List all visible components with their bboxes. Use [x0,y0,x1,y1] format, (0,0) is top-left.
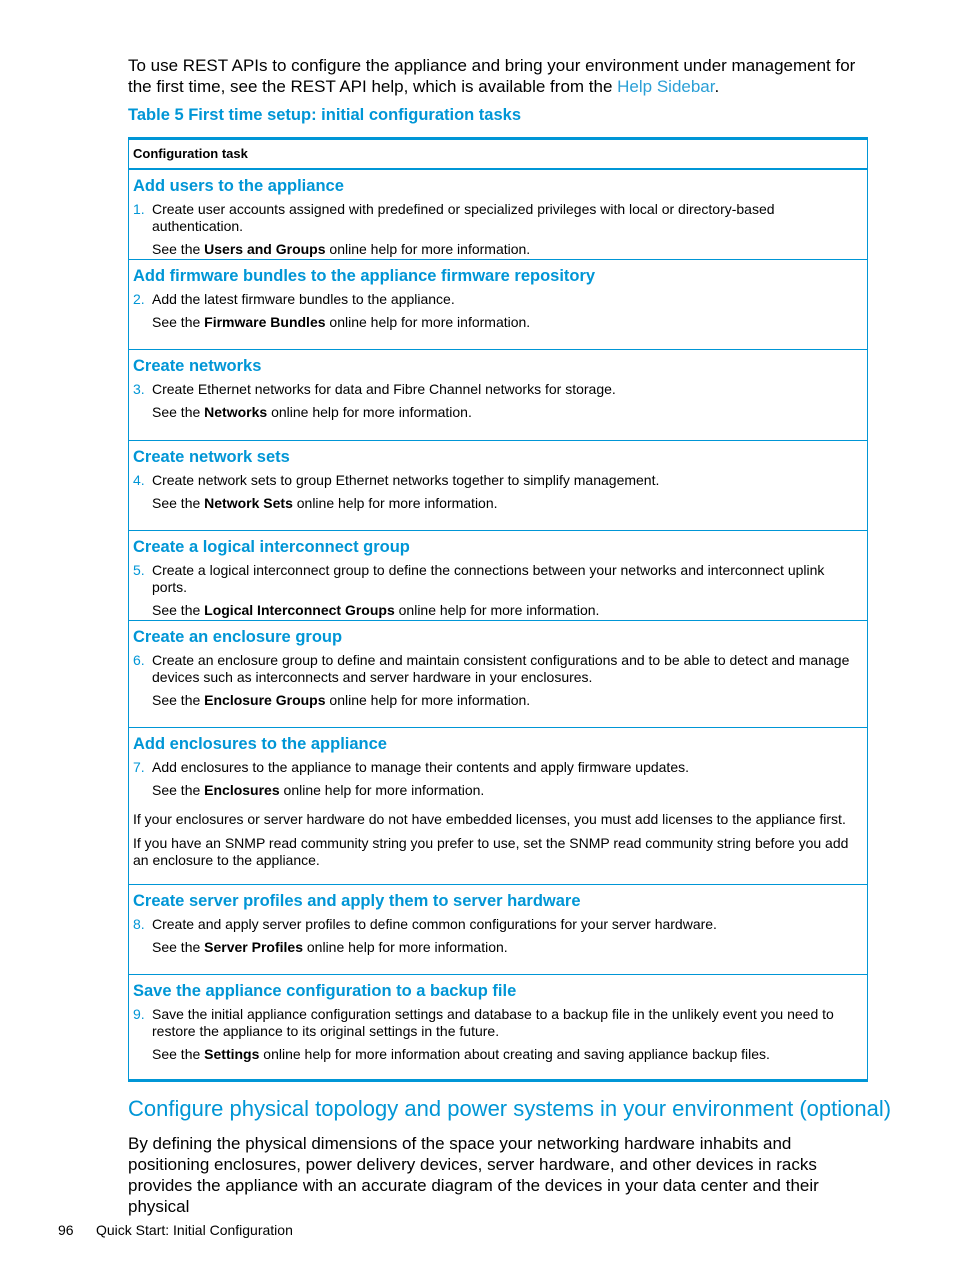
step-number: 8. [133,916,145,932]
see-also [133,1046,863,1063]
step [133,472,863,489]
step [133,1006,863,1040]
see-suffix: online help for more information. [325,241,531,257]
see-also [133,939,863,956]
step-text: Create a logical interconnect group to define the connections between your networks and interconnect uplink ports. [152,562,825,595]
section-title: Create networks [133,357,262,375]
task-section-enclosure-group [129,621,867,728]
see-suffix: online help for more information. [325,314,531,330]
see-suffix: online help for more information about creating and saving appliance backup files. [259,1046,770,1062]
intro-text: To use REST APIs to configure the appliance and bring your environment under management for the first time, see the REST API help, which is available from the [128,56,856,96]
step-text: Create network sets to group Ethernet networks together to simplify management. [152,472,660,488]
help-topic: Networks [204,404,268,420]
step-number: 3. [133,381,145,397]
step-text: Save the initial appliance configuration settings and database to a backup file in the unlikely event you need to restore the appliance to its original settings in the future. [152,1006,834,1039]
see-suffix: online help for more information. [325,692,531,708]
step-number: 5. [133,562,145,578]
page-footer [58,1222,293,1238]
see-also [133,404,863,421]
configuration-table [128,137,868,1082]
task-section-add-users [129,170,867,260]
help-topic: Logical Interconnect Groups [204,602,395,618]
section-title: Save the appliance configuration to a backup file [133,982,517,1000]
step [133,201,863,235]
section-heading: Configure physical topology and power systems in your environment (optional) [128,1096,892,1121]
step [133,562,863,596]
step-text: Create an enclosure group to define and maintain consistent configurations and to be able to detect and manage devices such as interconnects and server hardware in your enclosures. [152,652,850,685]
see-suffix: online help for more information. [292,495,498,511]
section-title: Create a logical interconnect group [133,538,410,556]
step [133,652,863,686]
step [133,291,863,308]
step-text: Create user accounts assigned with predefined or specialized privileges with local or directory-based authentication. [152,201,775,234]
see-suffix: online help for more information. [303,939,508,955]
see-also [133,495,863,512]
task-section-add-firmware [129,260,867,350]
help-topic: Network Sets [204,495,293,511]
see-also [133,314,863,331]
see-also [133,692,863,709]
step-number: 7. [133,759,145,775]
step [133,759,863,776]
see-also [133,602,863,619]
task-section-logical-interconnect-group [129,531,867,621]
body-paragraph: By defining the physical dimensions of the space your networking hardware inhabits and positioning enclosures, power delivery devices, server hardware, and other devices in racks provides the appliance with an accurate diagram of the devices in your data center and their physical [128,1134,819,1216]
license-note: If your enclosures or server hardware do not have embedded licenses, you must add licenses to the appliance first. [133,811,846,827]
step-text: Add enclosures to the appliance to manage their contents and apply firmware updates. [152,759,689,775]
task-section-create-networks [129,350,867,441]
step-number: 2. [133,291,145,307]
see-prefix: See the [152,314,205,330]
help-topic: Firmware Bundles [204,314,326,330]
footer-title: Quick Start: Initial Configuration [96,1222,293,1238]
section-title: Create an enclosure group [133,628,343,646]
task-section-create-network-sets [129,441,867,531]
snmp-note: If you have an SNMP read community string you prefer to use, set the SNMP read community string before you add an enclosure to the appliance. [133,835,849,868]
section-title: Add firmware bundles to the appliance firmware repository [133,267,596,285]
step-text: Create and apply server profiles to define common configurations for your server hardware. [152,916,717,932]
see-prefix: See the [152,495,205,511]
column-header: Configuration task [129,140,867,170]
see-prefix: See the [152,692,205,708]
see-prefix: See the [152,602,205,618]
see-also [133,241,863,258]
step-text: Create Ethernet networks for data and Fibre Channel networks for storage. [152,381,616,397]
intro-paragraph [128,55,868,97]
help-topic: Users and Groups [204,241,326,257]
step-number: 4. [133,472,145,488]
see-also [133,782,863,799]
task-section-server-profiles [129,885,867,975]
section-title: Create network sets [133,448,290,466]
help-sidebar-link[interactable]: Help Sidebar [617,77,715,96]
help-topic: Enclosures [204,782,280,798]
see-suffix: online help for more information. [267,404,472,420]
intro-text-end: . [714,77,720,96]
see-prefix: See the [152,404,205,420]
see-prefix: See the [152,782,205,798]
step-number: 6. [133,652,145,668]
page-number: 96 [58,1222,74,1238]
see-prefix: See the [152,939,205,955]
step-number: 1. [133,201,145,217]
see-prefix: See the [152,241,205,257]
task-section-add-enclosures [129,728,867,885]
step [133,916,863,933]
help-topic: Server Profiles [204,939,303,955]
section-title: Create server profiles and apply them to server hardware [133,892,581,910]
step-number: 9. [133,1006,145,1022]
help-topic: Settings [204,1046,260,1062]
see-prefix: See the [152,1046,205,1062]
step [133,381,863,398]
see-suffix: online help for more information. [279,782,485,798]
section-title: Add users to the appliance [133,177,344,195]
task-section-backup [129,975,867,1079]
help-topic: Enclosure Groups [204,692,326,708]
step-text: Add the latest firmware bundles to the appliance. [152,291,455,307]
section-title: Add enclosures to the appliance [133,735,387,753]
table-caption: Table 5 First time setup: initial configuration tasks [128,106,522,124]
see-suffix: online help for more information. [394,602,600,618]
